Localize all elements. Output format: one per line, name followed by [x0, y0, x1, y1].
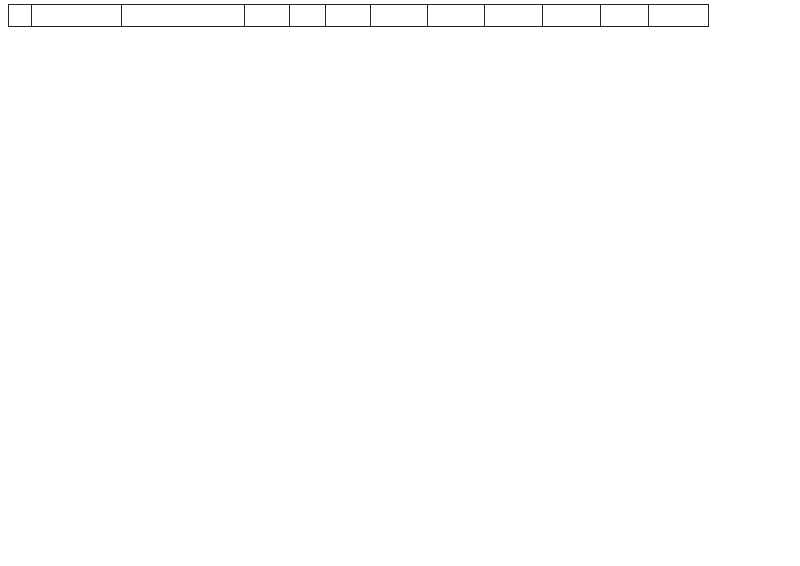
price-cell-5: [428, 5, 485, 27]
table-row: [9, 5, 787, 27]
row-number: [9, 5, 32, 27]
price-cell-6: [485, 5, 543, 27]
price-cell-2: [290, 5, 326, 27]
price-cell-8: [601, 5, 649, 27]
product-name: [122, 5, 245, 27]
price-table: [8, 4, 787, 27]
price-cell-1: [245, 5, 290, 27]
price-cell-7: [543, 5, 601, 27]
product-image-cell: [32, 5, 122, 27]
price-cell-3: [326, 5, 371, 27]
price-cell-4: [371, 5, 428, 27]
remark: [649, 5, 709, 27]
